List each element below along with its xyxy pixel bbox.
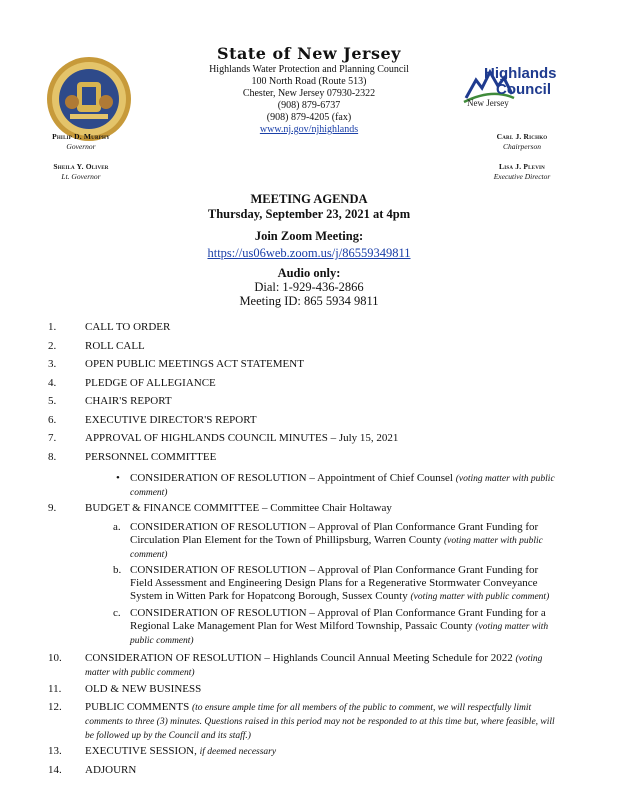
item-number: 10. (48, 652, 62, 664)
official-role: Executive Director (493, 172, 551, 181)
item-number: 6. (48, 414, 57, 426)
address-line-2: Chester, New Jersey 07930-2322 (242, 88, 376, 99)
item-text: PERSONNEL COMMITTEE (85, 451, 217, 463)
item-number: 9. (48, 502, 57, 514)
item-number: 4. (48, 377, 57, 389)
item-note: (to ensure ample time for all members of the public to comment, we will respectfully limit comments to three (3) minutes. Questions raised in this period may not be responded to at this time but, where feasible, will be followed up by the Council and its staff.) (85, 703, 555, 741)
logo-text-highlands: Highlands (484, 65, 557, 82)
address-line-1: 100 North Road (Route 513) (251, 76, 367, 87)
item-note: (voting matter with public comment) (130, 536, 543, 560)
meeting-id: Meeting ID: 865 5934 9811 (239, 294, 379, 308)
agenda-item (48, 701, 555, 743)
agenda-item (48, 432, 555, 445)
agenda-subitem (113, 607, 560, 648)
item-text: CHAIR'S REPORT (85, 395, 172, 407)
item-number: 11. (48, 683, 62, 695)
agenda-item (48, 683, 555, 696)
official-name: Sheila Y. Oliver (53, 162, 109, 171)
official-role: Chairperson (503, 142, 541, 151)
meeting-date: Thursday, September 23, 2021 at 4pm (207, 207, 411, 221)
item-number: 8. (48, 451, 57, 463)
item-number: 7. (48, 432, 57, 444)
dial-number: Dial: 1-929-436-2866 (254, 280, 364, 294)
official-executive-director (470, 162, 574, 182)
item-number: 2. (48, 340, 57, 352)
item-text: EXECUTIVE DIRECTOR'S REPORT (85, 414, 257, 426)
item-number: 14. (48, 764, 62, 776)
official-name: Carl J. Richko (496, 132, 548, 141)
official-name: Philip D. Murphy (52, 132, 110, 141)
zoom-link[interactable]: https://us06web.zoom.us/j/86559349811 (207, 246, 411, 260)
item-note: (voting matter with public comment) (85, 654, 543, 678)
item-letter: b. (113, 564, 122, 576)
agenda-subitem (116, 472, 560, 500)
official-governor (30, 132, 132, 152)
item-number: 13. (48, 745, 62, 757)
official-name: Lisa J. Plevin (499, 162, 545, 171)
agenda-item (48, 395, 555, 408)
agenda-item (48, 414, 555, 427)
item-letter: c. (113, 607, 121, 619)
item-text: PLEDGE OF ALLEGIANCE (85, 377, 216, 389)
item-note: if deemed necessary (199, 747, 277, 757)
logo-subtitle: New Jersey (467, 98, 509, 108)
item-text: CONSIDERATION OF RESOLUTION – Approval of Plan Conformance Grant Funding for a Regional Lake Management Plan for West Milford Township, Passaic County (130, 607, 546, 632)
agenda-subitem (113, 564, 560, 604)
phone: (908) 879-6737 (277, 100, 341, 111)
audio-heading: Audio only: (277, 266, 341, 280)
agenda-item (48, 321, 555, 334)
agenda-item (48, 502, 555, 515)
agenda-item (48, 652, 555, 680)
item-text: OPEN PUBLIC MEETINGS ACT STATEMENT (85, 358, 304, 370)
item-note: (voting matter with public comment) (130, 474, 555, 498)
item-text: ROLL CALL (85, 340, 145, 352)
item-text: ADJOURN (85, 764, 137, 776)
item-text: CONSIDERATION OF RESOLUTION – Appointment of Chief Counsel (130, 472, 456, 484)
agenda-item (48, 764, 555, 777)
item-text: CONSIDERATION OF RESOLUTION – Approval of Plan Conformance Grant Funding for Field Assessment and Engineering Design Plans for a Regenerative Stormwater Conveyance System in Witten Park for Hopatcong Borough, Sussex County (130, 564, 539, 602)
state-title: State of New Jersey (217, 44, 401, 63)
agenda-item (48, 451, 555, 464)
item-number: 1. (48, 321, 57, 333)
bullet: • (116, 472, 120, 484)
agenda-item (48, 358, 555, 371)
official-lt-governor (30, 162, 132, 182)
logo-text-council: Council (496, 81, 551, 98)
item-number: 5. (48, 395, 57, 407)
item-text: APPROVAL OF HIGHLANDS COUNCIL MINUTES – July 15, 2021 (85, 432, 399, 444)
item-text: OLD & NEW BUSINESS (85, 683, 202, 695)
item-text: CONSIDERATION OF RESOLUTION – Approval of Plan Conformance Grant Funding for Circulation Plan Element for the Town of Phillipsburg, Warren County (130, 521, 539, 546)
item-text: EXECUTIVE SESSION, (85, 745, 200, 757)
zoom-heading: Join Zoom Meeting: (254, 229, 364, 243)
agenda-item (48, 745, 555, 759)
item-text: PUBLIC COMMENTS (85, 701, 192, 713)
item-text: CONSIDERATION OF RESOLUTION – Highlands Council Annual Meeting Schedule for 2022 (85, 652, 516, 664)
agenda-subitem (113, 521, 560, 562)
official-role: Lt. Governor (61, 172, 101, 181)
item-note: (voting matter with public comment) (130, 622, 549, 646)
item-number: 3. (48, 358, 57, 370)
agenda-title: MEETING AGENDA (250, 192, 368, 206)
agenda-item (48, 340, 555, 353)
item-number: 12. (48, 701, 62, 713)
agenda-item (48, 377, 555, 390)
official-chairperson (470, 132, 574, 152)
fax: (908) 879-4205 (fax) (266, 112, 352, 123)
website-link[interactable]: www.nj.gov/njhighlands (259, 124, 359, 135)
item-note: (voting matter with public comment) (410, 592, 550, 602)
org-name: Highlands Water Protection and Planning Council (209, 64, 409, 75)
official-role: Governor (66, 142, 96, 151)
item-text: BUDGET & FINANCE COMMITTEE – Committee Chair Holtaway (85, 502, 392, 514)
item-letter: a. (113, 521, 121, 533)
item-text: CALL TO ORDER (85, 321, 171, 333)
